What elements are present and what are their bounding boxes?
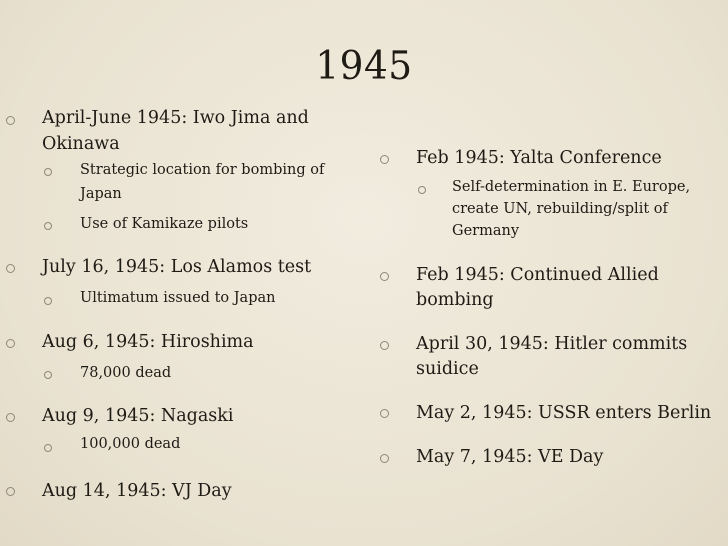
sub-bullet-icon — [44, 297, 52, 305]
left-item-3: Aug 6, 1945: Hiroshima — [42, 332, 254, 352]
left-sub-1-2: Use of Kamikaze pilots — [80, 216, 249, 232]
right-item-3-line-2: suidice — [416, 359, 479, 379]
bullet-icon — [380, 272, 389, 281]
bullet-icon — [6, 264, 15, 273]
left-sub-2-1: Ultimatum issued to Japan — [80, 290, 276, 306]
bullet-icon — [380, 341, 389, 350]
sub-bullet-icon — [44, 444, 52, 452]
bullet-icon — [380, 454, 389, 463]
left-item-4: Aug 9, 1945: Nagaski — [42, 406, 234, 426]
bullet-icon — [380, 409, 389, 418]
right-item-3-line-1: April 30, 1945: Hitler commits — [416, 334, 688, 354]
right-item-5: May 7, 1945: VE Day — [416, 447, 604, 467]
right-item-4: May 2, 1945: USSR enters Berlin — [416, 403, 712, 423]
left-item-5: Aug 14, 1945: VJ Day — [42, 481, 232, 501]
bullet-icon — [6, 339, 15, 348]
bullet-icon — [6, 413, 15, 422]
left-item-1-line-1: April-June 1945: Iwo Jima and — [42, 108, 309, 128]
sub-bullet-icon — [44, 168, 52, 176]
slide-title: 1945 — [315, 44, 413, 89]
left-sub-4-1: 100,000 dead — [80, 436, 181, 452]
right-sub-1-1-line-1: Self-determination in E. Europe, — [452, 179, 691, 195]
bullet-icon — [6, 487, 15, 496]
right-item-2-line-2: bombing — [416, 290, 494, 310]
bullet-icon — [6, 116, 15, 125]
left-item-1-line-2: Okinawa — [42, 134, 120, 154]
right-sub-1-1-line-2: create UN, rebuilding/split of — [452, 201, 668, 217]
left-sub-1-1-line-1: Strategic location for bombing of — [80, 162, 325, 178]
sub-bullet-icon — [44, 371, 52, 379]
left-sub-3-1: 78,000 dead — [80, 365, 172, 381]
sub-bullet-icon — [44, 222, 52, 230]
sub-bullet-icon — [418, 186, 426, 194]
left-sub-1-1-line-2: Japan — [80, 186, 122, 202]
right-item-2-line-1: Feb 1945: Continued Allied — [416, 265, 659, 285]
right-sub-1-1-line-3: Germany — [452, 223, 520, 239]
bullet-icon — [380, 155, 389, 164]
left-item-2: July 16, 1945: Los Alamos test — [42, 257, 312, 277]
right-item-1: Feb 1945: Yalta Conference — [416, 148, 662, 168]
